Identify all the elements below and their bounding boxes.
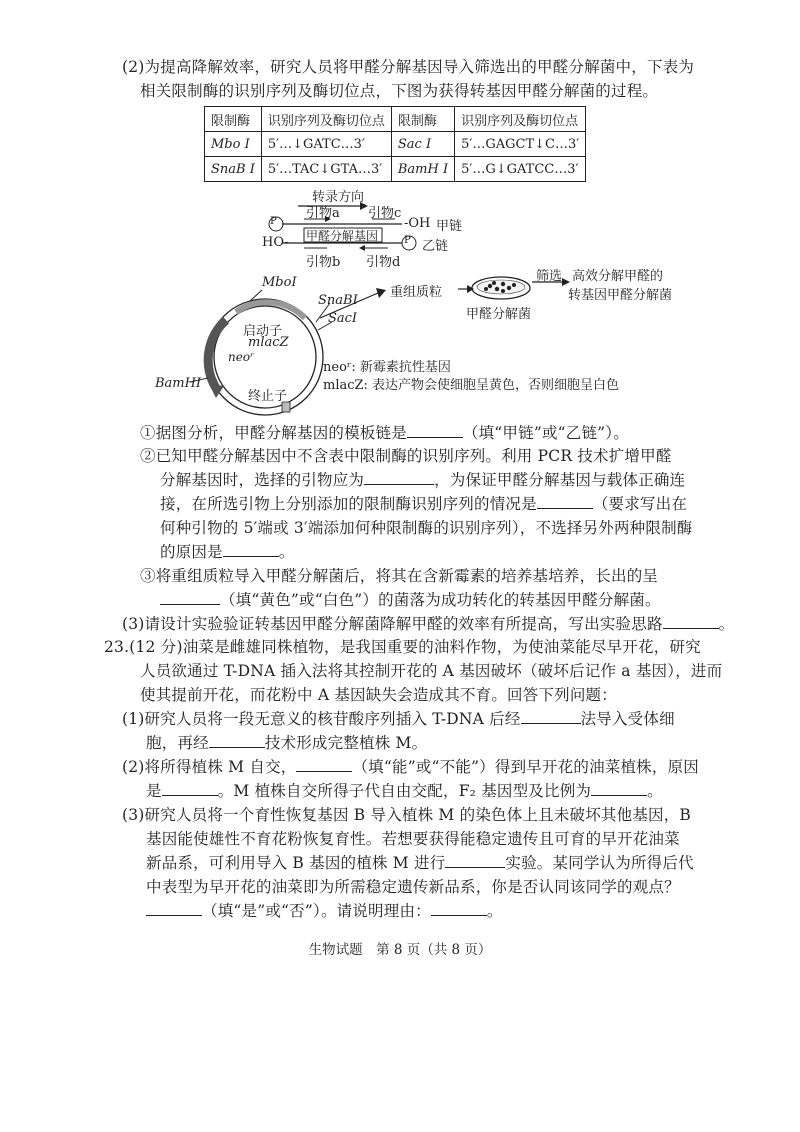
sub2-line1: ②已知甲醛分解基因中不含表中限制酶的识别序列。利用 PCR 技术扩增甲醛 [140, 447, 672, 465]
sub2-line3: 接，在所选引物上分别添加的限制酶识别序列的情况是 （要求写出在 [160, 495, 688, 513]
sub1: ①据图分析，甲醛分解基因的模板链是 （填“甲链”或“乙链”）。 [140, 424, 629, 442]
q23-line1: 23.(12 分)油菜是雌雄同株植物，是我国重要的油料作物，为使油菜能尽早开花，研究 [104, 638, 701, 656]
primer-a-label: 引物a [306, 206, 340, 221]
q23-p3-line3: 新品系，可利用导入 B 基因的植株 M 进行 实验。某同学认为所得后代 [146, 854, 694, 872]
table-cell: SnaB Ⅰ [205, 157, 262, 182]
answer-blank[interactable] [407, 423, 463, 438]
primer-c-label: 引物c [368, 206, 402, 221]
q23-line3: 使其提前开花，而花粉中 A 基因缺失会造成其不育。回答下列问题： [140, 686, 617, 704]
sub3-line2: （填“黄色”或“白色”）的菌落为成功转化的转基因甲醛分解菌。 [160, 590, 661, 610]
answer-blank[interactable] [537, 494, 593, 509]
table-cell: BamH Ⅰ [391, 157, 454, 182]
mbo-site-label: MboⅠ [262, 275, 297, 290]
sub2-line2: 分解基因时，选择的引物应为 ，为保证甲醛分解基因与载体正确连 [160, 471, 686, 489]
q2-line1: (2)为提高降解效率，研究人员将甲醛分解基因导入筛选出的甲醛分解菌中，下表为 [122, 58, 695, 76]
transcription-direction-label: 转录方向 [312, 190, 365, 205]
table-cell: 5′…↓GATC…3′ [261, 132, 391, 157]
table-header: 限制酶 [205, 107, 262, 132]
table-header: 识别序列及酶切位点 [261, 107, 391, 132]
bamh-site-label: BamHⅠ [155, 376, 202, 391]
neo-label: neoʳ [228, 350, 255, 364]
chain-jia-label: 甲链 [436, 219, 463, 234]
answer-blank[interactable] [364, 470, 434, 485]
result-label-2: 转基因甲醛分解菌 [568, 288, 673, 303]
answer-blank[interactable] [663, 614, 719, 629]
answer-blank[interactable] [445, 853, 505, 868]
answer-blank[interactable] [521, 709, 581, 724]
q23-p2-line1: (2)将所得植株 M 自交， （填“能”或“不能”）得到早开花的油菜植株，原因 [122, 758, 699, 776]
primer-b-label: 引物b [306, 255, 341, 270]
sub2-line4: 何种引物的 5′端或 3′端添加何种限制酶的识别序列），不选择另外两种限制酶 [160, 519, 693, 537]
answer-blank[interactable] [162, 781, 218, 796]
answer-blank[interactable] [146, 901, 202, 916]
q23-line2: 人员欲通过 T-DNA 插入法将其控制开花的 A 基因破坏（破坏后记作 a 基因），进而 [140, 662, 723, 680]
legend-mlacz: mlacZ: 表达产物会使细胞呈黄色，否则细胞呈白色 [323, 378, 620, 393]
primer-d-label: 引物d [366, 255, 401, 270]
table-header: 识别序列及酶切位点 [455, 107, 586, 132]
promoter-label: 启动子 [243, 324, 283, 339]
gene-label: 甲醛分解基因 [306, 229, 379, 243]
table-cell: 5′…GAGCT↓C…3′ [455, 132, 586, 157]
table-header: 限制酶 [391, 107, 454, 132]
answer-blank[interactable] [591, 781, 647, 796]
chain-yi-label: 乙链 [422, 239, 449, 254]
answer-blank[interactable] [160, 590, 220, 605]
q2-line2: 相关限制酶的识别序列及酶切位点，下图为获得转基因甲醛分解菌的过程。 [140, 82, 659, 100]
table-cell: 5′…TAC↓GTA…3′ [261, 157, 391, 182]
snab-site-label: SnaBⅠ [318, 293, 358, 308]
sub2-line5: 的原因是 。 [160, 543, 295, 561]
answer-blank[interactable] [431, 901, 487, 916]
phosphate-symbol-top: P [270, 216, 277, 227]
ho-end-label: HO- [262, 235, 289, 250]
q23-p3-line2: 基因能使雄性不育花粉恢复育性。若想要获得能稳定遗传且可育的早开花油菜 [146, 830, 680, 848]
answer-blank[interactable] [209, 733, 265, 748]
page-footer: 生物试题 第 8 页（共 8 页） [308, 942, 492, 958]
sac-site-label: SacⅠ [328, 311, 358, 326]
q23-p3-line5: （填“是”或“否”）。请说明理由： 。 [146, 901, 503, 921]
host-bacteria-label: 甲醛分解菌 [466, 307, 532, 322]
q23-p1-line1: (1)研究人员将一段无意义的核苷酸序列插入 T-DNA 后经 法导入受体细 [122, 710, 675, 728]
phosphate-symbol-bottom: P [404, 235, 411, 246]
terminator-label: 终止子 [248, 389, 288, 404]
q3-line: (3)请设计实验验证转基因甲醛分解菌降解甲醛的效率有所提高，写出实验思路 。 [122, 615, 735, 633]
answer-blank[interactable] [223, 542, 279, 557]
recombinant-plasmid-label: 重组质粒 [390, 285, 443, 300]
sub3-line1: ③将重组质粒导入甲醛分解菌后，将其在含新霉素的培养基培养，长出的呈 [140, 567, 659, 585]
result-label-1: 高效分解甲醛的 [572, 269, 664, 284]
q23-p2-line2: 是 。M 植株自交所得子代自由交配，F₂ 基因型及比例为 。 [146, 782, 663, 800]
legend-neo: neoʳ: 新霉素抗性基因 [323, 360, 451, 375]
answer-blank[interactable] [296, 757, 352, 772]
mlacz-label: mlacZ [248, 335, 289, 350]
table-cell: Sac Ⅰ [391, 132, 454, 157]
table-cell: Mbo Ⅰ [205, 132, 262, 157]
oh-end-label: -OH [404, 216, 431, 231]
q23-p1-line2: 胞，再经 技术形成完整植株 M。 [146, 734, 428, 752]
screen-label: 筛选 [536, 269, 563, 284]
table-cell: 5′…G↓GATCC…3′ [455, 157, 586, 182]
q23-p3-line4: 中表型为早开花的油菜即为所需稳定遗传新品系，你是否认同该同学的观点？ [146, 878, 680, 896]
q23-p3-line1: (3)研究人员将一个育性恢复基因 B 导入植株 M 的染色体上且未破坏其他基因，B [122, 806, 692, 824]
